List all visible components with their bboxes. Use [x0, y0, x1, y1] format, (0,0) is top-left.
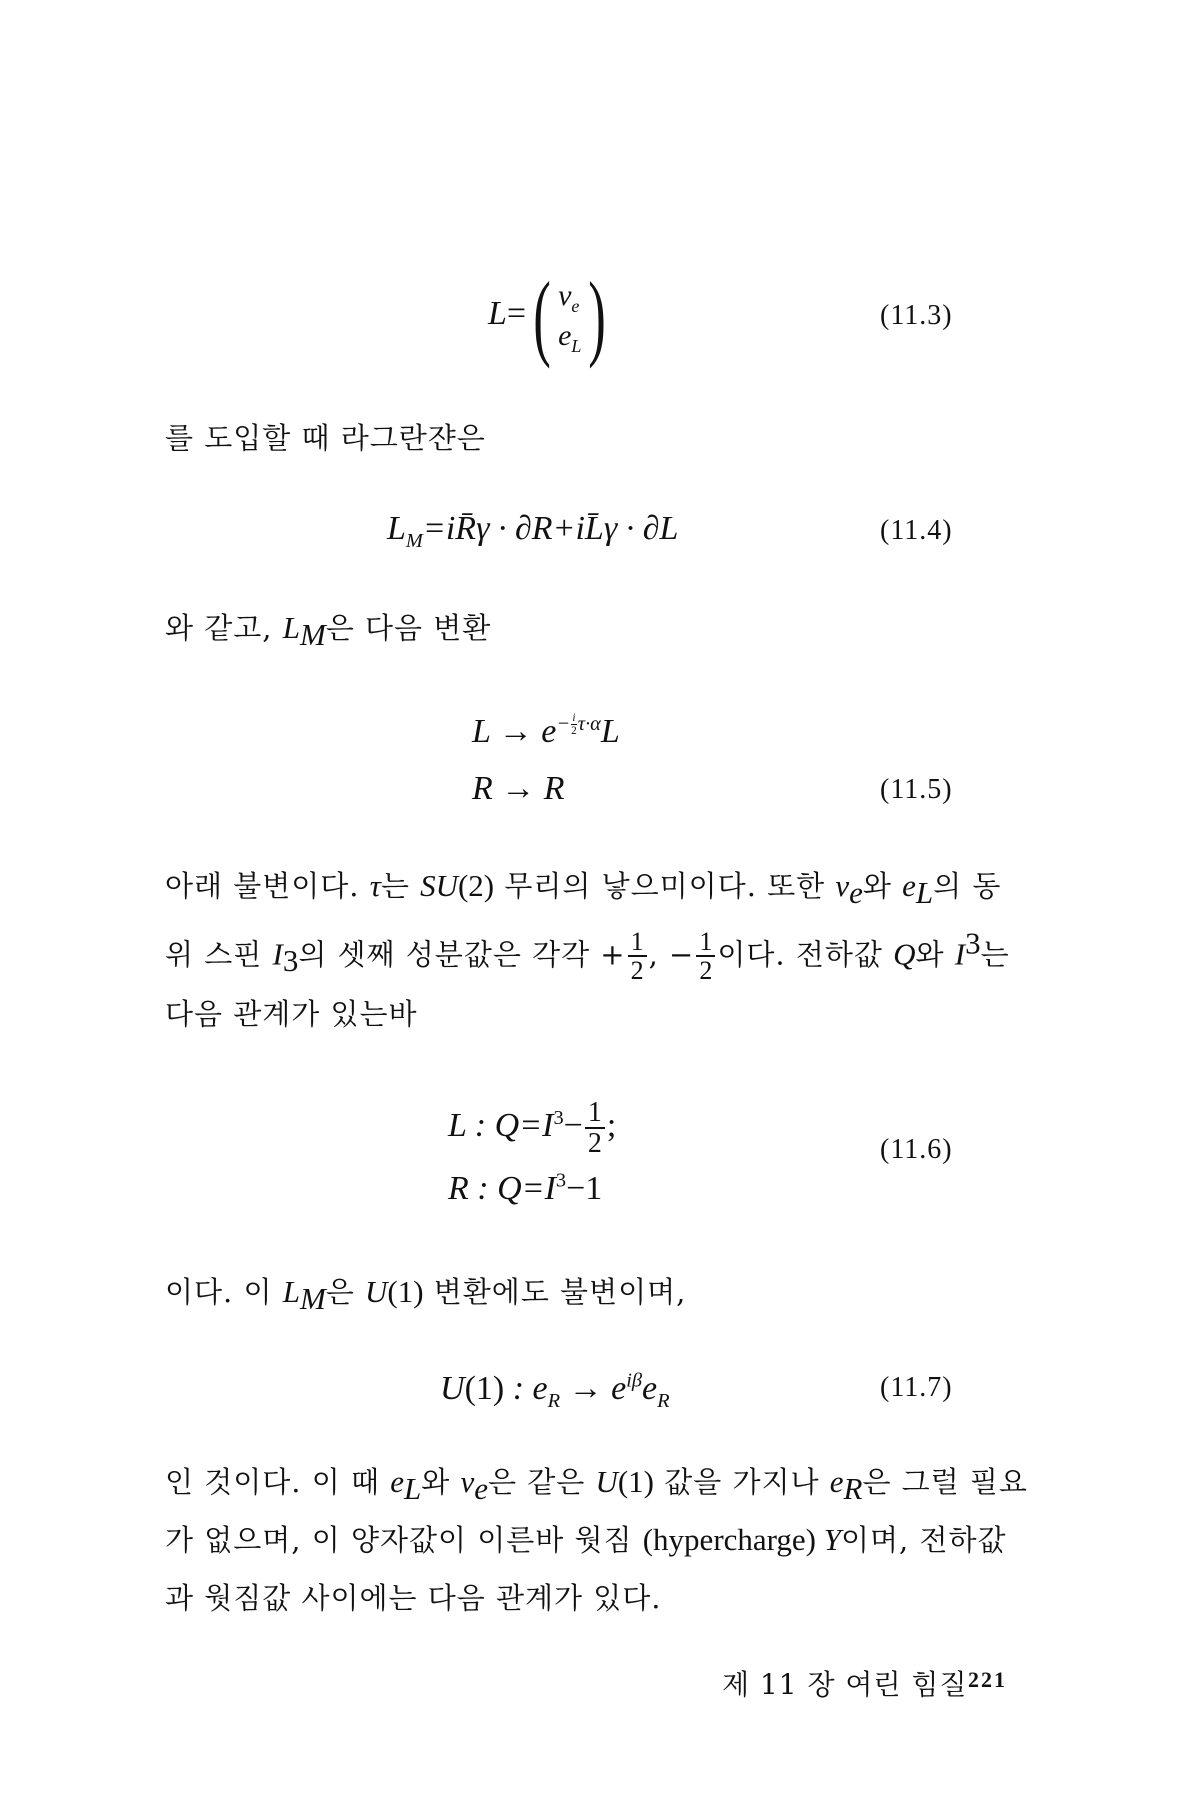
paragraph-line: 다음 관계가 있는바 — [165, 997, 418, 1031]
right-paren: ) — [588, 262, 607, 369]
equation-11-4: $L_M=iR̄\gamma$ · ∂R+iL̄γ · ∂L — [387, 510, 679, 552]
equation-11-6-line2: R : $Q=I^3-1$ — [448, 1169, 603, 1207]
vector-bottom: $e_L$ — [558, 319, 582, 356]
equation-number: (11.4) — [880, 515, 953, 546]
eq-lhs: L — [488, 294, 507, 332]
paragraph-line: 이다. 이 $L_M$은 U(1) 변환에도 불변이며, — [165, 1274, 687, 1316]
eq-equals: = — [506, 294, 527, 332]
page-number: 221 — [968, 1667, 1007, 1692]
paragraph-line: 과 웟짐값 사이에는 다음 관계가 있다. — [165, 1581, 662, 1615]
vector-top: $\nu_e$ — [558, 278, 580, 316]
paragraph-line: 가 없으며, 이 양자값이 이른바 웟짐 (hypercharge) Y이며, 전하값 — [165, 1522, 1007, 1557]
equation-number: (11.5) — [880, 774, 953, 805]
paragraph-line: 인 것이다. 이 때 $e_L$와 $\nu_e$은 같은 U(1) 값을 가지나 $e_R$은 그럴 필요 — [165, 1464, 1028, 1506]
left-paren: ( — [533, 262, 551, 369]
equation-number: (11.6) — [880, 1134, 953, 1165]
equation-number: (11.7) — [880, 1372, 953, 1403]
running-footer-chapter: 제 11 장 여린 힘질 — [722, 1668, 968, 1701]
equation-11-5-line1: $L \to e^{- \frac{i}{2} \tau\cdot\alpha}L$ — [472, 712, 620, 750]
paragraph-line: 를 도입할 때 라그란쟌은 — [165, 421, 486, 455]
paragraph-line: 와 같고, $L_M$은 다음 변환 — [165, 610, 492, 652]
paragraph-line: 위 스핀 $I_3$의 셋째 성분값은 각각 + $\frac{1}{2}$ , − $\frac{1}{2}$ 이다. 전하값 Q와 $I^3$는 — [165, 925, 1010, 986]
equation-11-5-line2: R → R — [472, 770, 565, 807]
equation-11-3 — [488, 262, 613, 369]
equation-11-7: U(1) : $e_R \to e^{i\beta}e_R$ — [440, 1369, 670, 1412]
equation-number: (11.3) — [880, 300, 953, 331]
column-vector — [526, 262, 613, 369]
equation-11-6-line1: L : $Q=I^3-$ $\frac{1}{2}$ ; — [448, 1097, 617, 1160]
paragraph-line: 아래 불변이다. τ는 SU(2) 무리의 낳으미이다. 또한 $\nu_e$와 $e_L$의 동 — [165, 868, 1002, 910]
